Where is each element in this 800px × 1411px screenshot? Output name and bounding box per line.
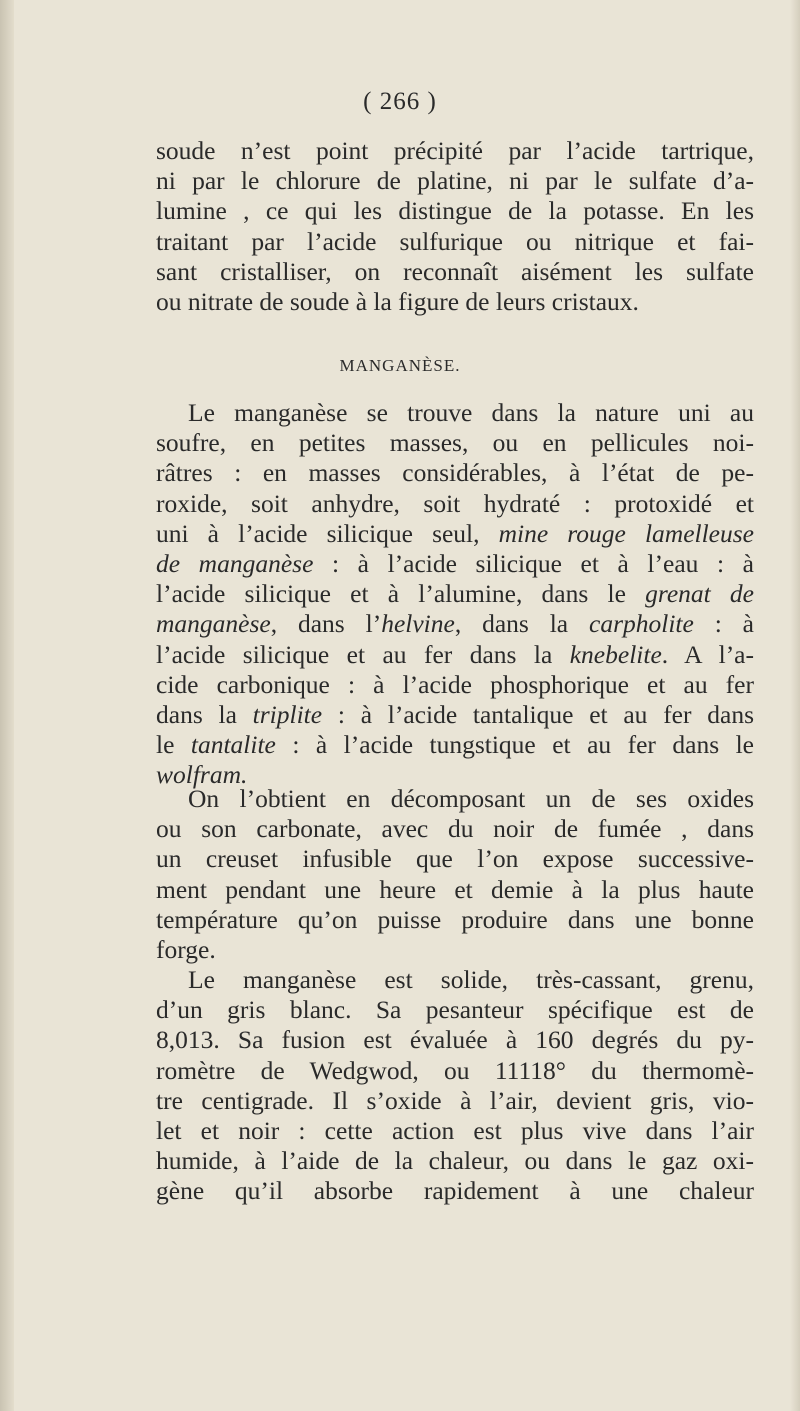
text-run: : à l’acide tantalique et au fer dans xyxy=(322,699,754,729)
paragraph-2 xyxy=(156,398,754,790)
text-run: l’acide silicique et au fer dans la xyxy=(156,639,570,669)
section-heading: MANGANÈSE. xyxy=(339,356,461,375)
text-line xyxy=(156,730,754,760)
italic-term: tantalite xyxy=(190,730,276,760)
page-right-edge xyxy=(790,0,800,1411)
text-run: dans la xyxy=(156,699,253,729)
text-line: râtres : en masses considérables, à l’état de pe- xyxy=(156,458,754,488)
text-line: cide carbonique : à l’acide phosphorique et au fer xyxy=(156,669,754,699)
text-run: : à xyxy=(693,609,754,639)
paragraph-1 xyxy=(156,136,754,317)
text-line xyxy=(156,609,754,639)
text-line: soude n’est point précipité par l’acide tartrique, xyxy=(156,136,754,165)
page-binding-edge xyxy=(0,0,14,1411)
text-line: soufre, en petites masses, ou en pellicules noi- xyxy=(156,428,754,458)
text-line: romètre de Wedgwod, ou 11118° du thermomè- xyxy=(156,1055,754,1085)
text-line: ou nitrate de soude à la figure de leurs cristaux. xyxy=(156,286,639,316)
text-line: ou son carbonate, avec du noir de fumée , dans xyxy=(156,814,754,844)
text-line: température qu’on puisse produire dans une bonne xyxy=(156,904,754,934)
italic-term: manganèse xyxy=(156,609,271,639)
text-line: Le manganèse se trouve dans la nature uni au xyxy=(188,398,754,427)
text-run: : à l’acide tungstique et au fer dans le xyxy=(275,730,754,760)
italic-term: de manganèse xyxy=(156,548,314,578)
text-line xyxy=(156,640,754,670)
text-run: le xyxy=(156,730,191,760)
text-line xyxy=(156,700,754,730)
text-line: un creuset infusible que l’on expose successive- xyxy=(156,844,754,874)
text-line: traitant par l’acide sulfurique ou nitrique et fai- xyxy=(156,226,754,256)
text-line: humide, à l’aide de la chaleur, ou dans le gaz oxi- xyxy=(156,1146,754,1176)
paragraph-4 xyxy=(156,965,754,1207)
text-run: , dans la xyxy=(454,609,589,639)
text-run: , dans l’ xyxy=(270,609,382,639)
italic-term: carpholite xyxy=(589,609,694,639)
text-line: sant cristalliser, on reconnaît aisément les sulfate xyxy=(156,256,754,286)
italic-term: triplite xyxy=(252,699,323,729)
text-run: l’acide silicique et à l’alumine, dans le xyxy=(156,579,646,609)
italic-term: mine rouge lamelleuse xyxy=(498,518,754,548)
italic-term: knebelite xyxy=(569,639,662,669)
text-line xyxy=(156,549,754,579)
paragraph-3 xyxy=(156,784,754,965)
text-line: Le manganèse est solide, très-cassant, grenu, xyxy=(188,965,754,994)
text-run: : à l’acide silicique et à l’eau : à xyxy=(313,548,754,578)
text-line: lumine , ce qui les distingue de la potasse. En les xyxy=(156,196,754,226)
italic-term: wolfram. xyxy=(156,760,248,790)
text-line xyxy=(156,579,754,609)
italic-term: grenat de xyxy=(645,579,754,609)
text-line: forge. xyxy=(156,934,216,964)
text-line: ment pendant une heure et demie à la plus haute xyxy=(156,874,754,904)
text-run: uni à l’acide silicique seul, xyxy=(156,518,499,548)
page-number: ( 266 ) xyxy=(363,88,437,115)
text-run: . A l’a- xyxy=(661,639,754,669)
text-line xyxy=(156,519,754,549)
text-line: 8,013. Sa fusion est évaluée à 160 degrés du py- xyxy=(156,1025,754,1055)
text-line: gène qu’il absorbe rapidement à une chaleur xyxy=(156,1176,754,1206)
text-line: d’un gris blanc. Sa pesanteur spécifique est de xyxy=(156,995,754,1025)
text-line: On l’obtient en décomposant un de ses oxides xyxy=(188,784,754,813)
text-line: ni par le chlorure de platine, ni par le sulfate d’a- xyxy=(156,166,754,196)
italic-term: helvine xyxy=(381,609,455,639)
text-line: tre centigrade. Il s’oxide à l’air, devient gris, vio- xyxy=(156,1085,754,1115)
text-line: roxide, soit anhydre, soit hydraté : protoxidé et xyxy=(156,488,754,518)
text-line: let et noir : cette action est plus vive dans l’air xyxy=(156,1115,754,1145)
